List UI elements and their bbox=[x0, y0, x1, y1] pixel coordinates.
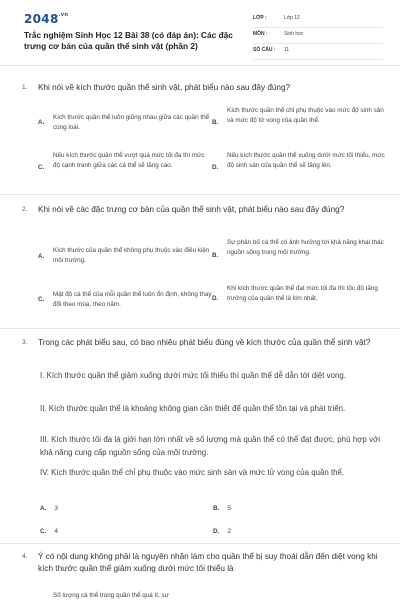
option-c[interactable] bbox=[40, 528, 58, 535]
meta-row-class bbox=[253, 12, 383, 28]
site-logo[interactable] bbox=[24, 12, 68, 26]
option-text: Nếu kích thước quần thể xuống dưới mức tối thiểu, mức độ sinh sản của quần thể sẽ tăng lên. bbox=[227, 152, 385, 169]
logo-text: 2048 bbox=[24, 12, 59, 26]
question-text: Khi nói về kích thước quần thể sinh vật, phát biểu nào sau đây đúng? bbox=[38, 83, 291, 92]
option-text: 5 bbox=[227, 505, 231, 512]
meta-key: SỐ CÂU : bbox=[253, 47, 276, 53]
meta-row-subject bbox=[253, 28, 383, 44]
option-a[interactable] bbox=[38, 244, 218, 274]
option-text: Mật độ cá thể của mỗi quần thể luôn ổn định, không thay đổi theo mùa, theo năm. bbox=[53, 291, 212, 308]
question-text: Ý có nội dung không phải là nguyên nhân làm cho quần thể bị suy thoái dẫn đến diệt vong khi kích thước quần thể giảm xuống dưới mức tối thiểu là bbox=[38, 552, 378, 573]
option-text: 4 bbox=[54, 528, 58, 535]
option-b[interactable] bbox=[212, 238, 392, 274]
question-number: 1. bbox=[22, 84, 28, 91]
option-text: Kích thước của quần thể không phụ thuộc vào điều kiện môi trường. bbox=[53, 247, 210, 264]
option-a[interactable] bbox=[38, 108, 218, 138]
option-text: Số lượng cá thể trong quần thể quá ít, sự bbox=[53, 592, 169, 599]
meta-value: Sinh học bbox=[284, 31, 304, 37]
meta-value: 11 bbox=[284, 47, 290, 53]
question-text: Khi nói về các đặc trưng cơ bản của quần thể sinh vật, phát biểu nào sau đây đúng? bbox=[38, 205, 345, 214]
meta-key: LỚP : bbox=[253, 15, 267, 21]
option-letter: D. bbox=[213, 528, 220, 535]
option-letter: C. bbox=[38, 164, 45, 171]
option-letter: C. bbox=[40, 528, 47, 535]
option-letter: B. bbox=[213, 505, 220, 512]
option-a[interactable] bbox=[40, 505, 58, 512]
option-text: Nếu kích thước quần thể vượt quá mức tối đa thì mức độ cạnh tranh giữa các cá thể sẽ tăng cao. bbox=[53, 152, 205, 169]
option-text: Khi kích thước quần thể đạt mức tối đa thì tốc độ tăng trưởng của quần thể là lớn nhất. bbox=[227, 285, 378, 302]
option-letter: A. bbox=[38, 253, 45, 260]
option-d[interactable] bbox=[212, 284, 392, 320]
question-number: 4. bbox=[22, 553, 28, 560]
option-text: Kích thước quần thể luôn giống nhau giữa các quần thể cùng loài. bbox=[53, 114, 210, 131]
option-d[interactable] bbox=[213, 528, 231, 535]
option-letter: D. bbox=[212, 295, 219, 302]
option-text: 2 bbox=[227, 528, 231, 535]
question-2 bbox=[0, 194, 400, 329]
question-1 bbox=[0, 66, 400, 196]
question-number: 2. bbox=[22, 206, 28, 213]
page-title: Trắc nghiệm Sinh Học 12 Bài 38 (có đáp án): Các đặc trưng cơ bản của quần thể sinh vật (phần 2) bbox=[24, 30, 233, 51]
meta-value: Lớp 12 bbox=[284, 15, 300, 21]
question-4 bbox=[0, 543, 400, 600]
option-letter: C. bbox=[38, 296, 45, 303]
meta-info bbox=[253, 12, 383, 60]
option-letter: A. bbox=[38, 119, 45, 126]
statement-1: I. Kích thước quần thể giảm xuống dưới mức tối thiểu thì quần thể dễ dẫn tới diệt vong. bbox=[40, 371, 346, 380]
option-b[interactable] bbox=[212, 106, 392, 142]
option-letter: B. bbox=[212, 119, 219, 126]
option-letter: A. bbox=[40, 505, 47, 512]
option-letter: B. bbox=[212, 252, 219, 259]
option-c[interactable] bbox=[38, 290, 218, 320]
statement-3: III. Kích thước tối đa là giới hạn lớn nhất về số lượng mà quần thể có thể đạt được, phù hợp với khả năng cung cấp nguồn sống của môi trường. bbox=[40, 435, 380, 457]
option-letter: D. bbox=[212, 164, 219, 171]
question-3 bbox=[0, 328, 400, 543]
option-d[interactable] bbox=[212, 151, 392, 187]
option-a[interactable] bbox=[53, 591, 233, 600]
option-text: Kích thước quần thể chỉ phụ thuộc vào mức độ sinh sản và mức độ tử vong của quần thể. bbox=[227, 107, 384, 124]
question-text: Trong các phát biểu sau, có bao nhiêu phát biểu đúng về kích thước của quần thể sinh vật? bbox=[38, 338, 371, 347]
option-c[interactable] bbox=[38, 151, 218, 187]
meta-key: MÔN : bbox=[253, 31, 268, 37]
option-text: 3 bbox=[54, 505, 58, 512]
option-b[interactable] bbox=[213, 505, 231, 512]
logo-suffix: .vn bbox=[58, 12, 69, 18]
question-number: 3. bbox=[22, 339, 28, 346]
option-text: Sự phân bố cá thể có ảnh hưởng tới khả năng khai thác nguồn sống trong môi trường. bbox=[227, 239, 384, 256]
statement-2: II. Kích thước quần thể là khoảng không gian cần thiết để quần thể tồn tại và phát triển. bbox=[40, 404, 346, 413]
meta-row-count bbox=[253, 44, 383, 60]
statement-4: IV. Kích thước quần thể chỉ phụ thuộc vào mức sinh sản và mức tử vong của quần thể. bbox=[40, 468, 345, 477]
page-header bbox=[0, 0, 400, 66]
